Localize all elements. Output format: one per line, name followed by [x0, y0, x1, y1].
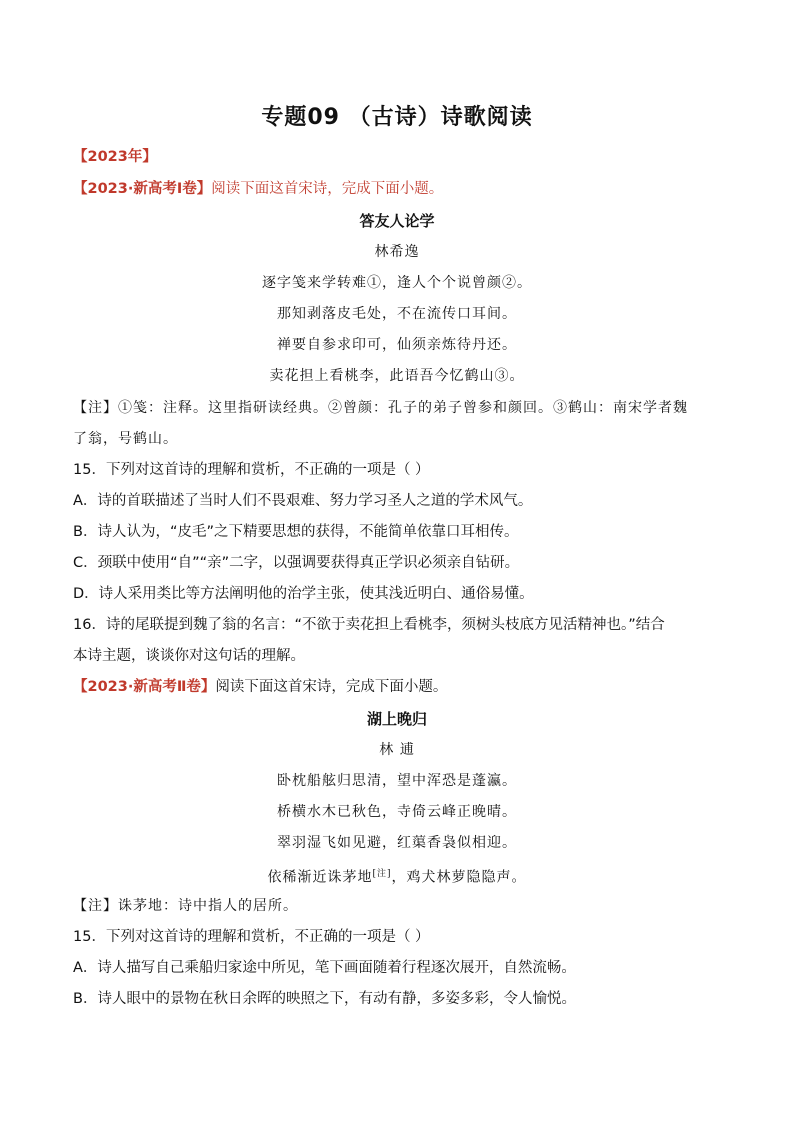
- footnote-marker: [注]: [372, 869, 392, 879]
- poem2-note: 【注】诛茅地：诗中指人的居所。: [73, 898, 298, 914]
- year-tag: 【2023年】: [73, 149, 157, 165]
- section2-intro: 阅读下面这首宋诗，完成下面小题。: [215, 679, 448, 695]
- poem1-line: 那知剥落皮毛处，不在流传口耳间。: [277, 306, 517, 322]
- poem2-author: 林 逋: [379, 742, 415, 758]
- option-b: B．诗人眼中的景物在秋日余晖的映照之下，有动有静，多姿多彩，令人愉悦。: [73, 991, 576, 1007]
- poem1-note: 【注】①笺：注释。这里指研读经典。②曾颜：孔子的弟子曾参和颜回。③鹤山：南宋学者魏: [73, 400, 688, 416]
- poem1-line: 卖花担上看桃李，此语吾今忆鹤山③。: [269, 368, 525, 384]
- poem2-title: 湖上晚归: [366, 710, 427, 728]
- question-16: 16．诗的尾联提到魏了翁的名言：“不欲于卖花担上看桃李，须树头枝底方见活精神也。”结合: [73, 617, 665, 633]
- poem2-line: 翠羽湿飞如见避，红蕖香袅似相迎。: [277, 835, 517, 851]
- poem1-line: 禅要自参求印可，仙须亲炼待丹还。: [277, 337, 517, 353]
- poem2-line4-b: ，鸡犬林萝隐隐声。: [391, 869, 527, 886]
- option-c: C．颈联中使用“自”“亲”二字，以强调要获得真正学识必须亲自钻研。: [73, 555, 520, 571]
- question-15a: 15．下列对这首诗的理解和赏析，不正确的一项是（ ）: [73, 462, 430, 478]
- poem2-line: 卧枕船舷归思清，望中浑恐是蓬瀛。: [277, 773, 517, 789]
- poem2-line: 桥横水木已秋色，寺倚云峰正晚晴。: [277, 804, 517, 820]
- section1-source: 【2023·新高考Ⅰ卷】: [73, 181, 212, 197]
- section1-intro: 阅读下面这首宋诗，完成下面小题。: [211, 181, 444, 197]
- page-title: 专题09 （古诗）诗歌阅读: [261, 105, 533, 130]
- poem1-note-cont: 了翁，号鹤山。: [73, 431, 178, 447]
- section2-header: [73, 672, 733, 703]
- poem2-line4-a: 依稀渐近诛茅地: [267, 869, 373, 886]
- section2-source: 【2023·新高考Ⅱ卷】: [73, 679, 216, 695]
- option-d: D．诗人采用类比等方法阐明他的治学主张，使其浅近明白、通俗易懂。: [73, 586, 534, 602]
- option-a: A．诗人描写自己乘船归家途中所见，笔下画面随着行程逐次展开，自然流畅。: [73, 960, 576, 976]
- poem1-author: 林希逸: [374, 244, 420, 260]
- poem2-line: [0, 859, 794, 894]
- option-b: B．诗人认为，“皮毛”之下精要思想的获得，不能简单依靠口耳相传。: [73, 524, 519, 540]
- question-15b: 15．下列对这首诗的理解和赏析，不正确的一项是（ ）: [73, 929, 430, 945]
- question-16-cont: 本诗主题，谈谈你对这句话的理解。: [73, 648, 305, 664]
- poem1-title: 答友人论学: [359, 212, 435, 230]
- poem1-line: 逐字笺来学转难①，逢人个个说曾颜②。: [262, 275, 532, 291]
- option-a: A．诗的首联描述了当时人们不畏艰难、努力学习圣人之道的学术风气。: [73, 493, 533, 509]
- section1-header: [73, 174, 733, 205]
